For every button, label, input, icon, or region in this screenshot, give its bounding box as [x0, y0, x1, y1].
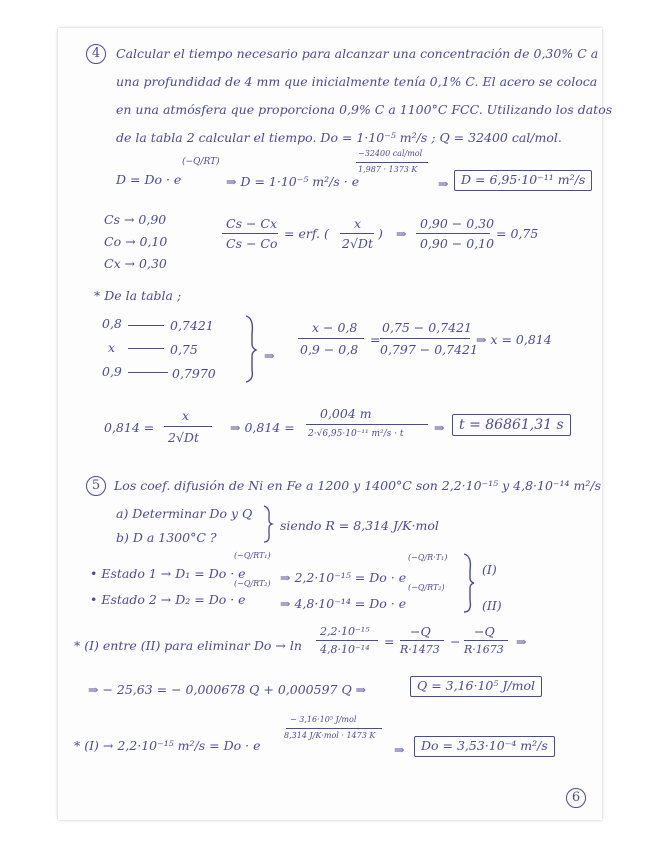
state-1-tag: (I) — [482, 562, 497, 577]
diffusion-exp-denominator: 1,987 · 1373 K — [358, 165, 418, 174]
problem-4-number: 4 — [86, 44, 106, 64]
diffusion-result: D = 6,95·10⁻¹¹ m²/s — [454, 170, 592, 191]
divide-term-1-denominator: R·1473 — [400, 643, 440, 656]
table-row-2-dash — [128, 348, 164, 349]
table-row-3-right: 0,7970 — [172, 366, 216, 381]
do-exp-numerator: − 3,16·10⁵ J/mol — [290, 715, 357, 724]
do-arrow: ⇒ — [394, 742, 405, 757]
state-2-exponent: (−Q/RT₂) — [234, 579, 271, 588]
diffusion-exp-numerator: −32400 cal/mol — [358, 149, 423, 158]
table-row-3-left: 0,9 — [102, 364, 122, 379]
problem-4-statement-line-2: una profundidad de 4 mm que inicialmente tenía 0,1% C. El acero se coloca — [116, 74, 598, 89]
erf-arg-numerator: x — [354, 216, 362, 231]
divide-arrow: ⇒ — [516, 634, 527, 649]
divide-term-1-numerator: −Q — [410, 624, 431, 639]
table-row-2-right: 0,75 — [170, 342, 198, 357]
table-row-2-left: x — [108, 340, 116, 355]
problem-4-statement-line-1: Calcular el tiempo necesario para alcanzar una concentración de 0,30% C a — [116, 46, 599, 61]
erf-result: = 0,75 — [496, 226, 539, 241]
concentration-cx: Cx → 0,30 — [104, 256, 167, 271]
table-note: * De la tabla ; — [94, 288, 182, 303]
interp-lhs-denominator: 0,9 − 0,8 — [300, 342, 359, 357]
do-exp-bar — [286, 728, 382, 729]
do-exp-denominator: 8,314 J/K·mol · 1473 K — [284, 731, 376, 740]
problem-5-part-a: a) Determinar Do y Q — [116, 506, 253, 521]
erf-arg-denominator: 2√Dt — [342, 236, 373, 251]
final-denominator-2: 2·√6,95·10⁻¹¹ m²/s · t — [308, 429, 404, 439]
states-brace — [462, 552, 476, 614]
erf-close-paren: ) — [378, 226, 383, 241]
interp-equals: = — [370, 332, 381, 347]
erf-arg-bar — [340, 233, 374, 234]
interp-lhs-bar — [298, 338, 364, 339]
table-row-1-right: 0,7421 — [170, 318, 214, 333]
diffusion-formula: D = Do · e — [116, 172, 182, 187]
final-middle: ⇒ 0,814 = — [230, 420, 295, 435]
concentration-co: Co → 0,10 — [104, 234, 168, 249]
erf-lhs-numerator: Cs − Cx — [226, 216, 278, 231]
interp-arrow: ⇒ — [264, 348, 275, 363]
divide-ln-denominator: 4,8·10⁻¹⁴ — [320, 643, 370, 656]
final-result: t = 86861,31 s — [452, 414, 571, 436]
state-1-exponent: (−Q/RT₁) — [234, 551, 271, 560]
concentration-cs: Cs → 0,90 — [104, 212, 167, 227]
interp-rhs-numerator: 0,75 − 0,7421 — [382, 320, 472, 335]
final-bar — [164, 426, 212, 427]
final-lhs: 0,814 = — [104, 420, 155, 435]
erf-rhs-numerator: 0,90 − 0,30 — [420, 216, 495, 231]
do-equation: * (I) → 2,2·10⁻¹⁵ m²/s = Do · e — [74, 738, 261, 753]
divide-term-2-bar — [464, 640, 508, 641]
problem-5-number: 5 — [86, 476, 106, 496]
divide-ln-numerator: 2,2·10⁻¹⁵ — [320, 625, 370, 638]
diffusion-exponent: (−Q/RT) — [182, 157, 220, 167]
interp-rhs-bar — [380, 338, 470, 339]
state-1-formula: • Estado 1 → D₁ = Do · e — [90, 566, 246, 581]
page-number: 6 — [566, 788, 586, 808]
q-result: Q = 3,16·10⁵ J/mol — [410, 676, 542, 697]
table-row-1-left: 0,8 — [102, 316, 122, 331]
table-row-3-dash — [128, 372, 168, 373]
state-2-formula: • Estado 2 → D₂ = Do · e — [90, 592, 246, 607]
table-brace — [244, 314, 258, 384]
given-brace — [262, 504, 274, 544]
erf-lhs-bar — [222, 233, 278, 234]
erf-rhs-denominator: 0,90 − 0,10 — [420, 236, 495, 251]
diffusion-exp-fraction-bar — [356, 162, 428, 163]
diffusion-substitution: ⇒ D = 1·10⁻⁵ m²/s · e — [226, 174, 360, 189]
final-numerator: x — [182, 408, 190, 423]
state-1-sub-exponent: (−Q/R·T₁) — [408, 553, 448, 562]
final-bar-2 — [306, 424, 428, 425]
problem-5-statement: Los coef. difusión de Ni en Fe a 1200 y 1400°C son 2,2·10⁻¹⁵ y 4,8·10⁻¹⁴ m²/s — [114, 478, 602, 493]
divide-term-2-numerator: −Q — [474, 624, 495, 639]
divide-minus: − — [450, 634, 461, 649]
table-row-1-dash — [128, 325, 164, 326]
state-1-substitution: ⇒ 2,2·10⁻¹⁵ = Do · e — [280, 570, 407, 585]
final-denominator: 2√Dt — [168, 430, 199, 445]
problem-5-given: siendo R = 8,314 J/K·mol — [280, 518, 439, 533]
state-2-tag: (II) — [482, 598, 502, 613]
state-2-sub-exponent: (−Q/RT₂) — [408, 583, 445, 592]
do-result: Do = 3,53·10⁻⁴ m²/s — [414, 736, 555, 757]
final-numerator-2: 0,004 m — [320, 406, 372, 421]
divide-term-1-bar — [400, 640, 444, 641]
erf-lhs-denominator: Cs − Co — [226, 236, 278, 251]
final-arrow: ⇒ — [434, 420, 445, 435]
linear-equation: ⇒ − 25,63 = − 0,000678 Q + 0,000597 Q ⇒ — [88, 682, 367, 697]
erf-rhs-bar — [416, 233, 490, 234]
erf-function: = erf. ( — [284, 226, 329, 241]
problem-4-statement-line-4: de la tabla 2 calcular el tiempo. Do = 1·10⁻⁵ m²/s ; Q = 32400 cal/mol. — [116, 130, 562, 145]
notebook-sheet — [58, 28, 613, 820]
interp-rhs-denominator: 0,797 − 0,7421 — [380, 342, 478, 357]
divide-term-2-denominator: R·1673 — [464, 643, 504, 656]
state-2-substitution: ⇒ 4,8·10⁻¹⁴ = Do · e — [280, 596, 407, 611]
interp-lhs-numerator: x − 0,8 — [312, 320, 358, 335]
problem-4-statement-line-3: en una atmósfera que proporciona 0,9% C a 1100°C FCC. Utilizando los datos — [116, 102, 613, 117]
divide-equals: = — [384, 634, 395, 649]
interp-result: ⇒ x = 0,814 — [476, 332, 552, 347]
divide-lhs: * (I) entre (II) para eliminar Do → ln — [74, 638, 302, 653]
divide-ln-bar — [316, 640, 378, 641]
diffusion-arrow: ⇒ — [438, 176, 449, 191]
problem-5-part-b: b) D a 1300°C ? — [116, 530, 217, 545]
erf-arrow: ⇒ — [396, 226, 407, 241]
